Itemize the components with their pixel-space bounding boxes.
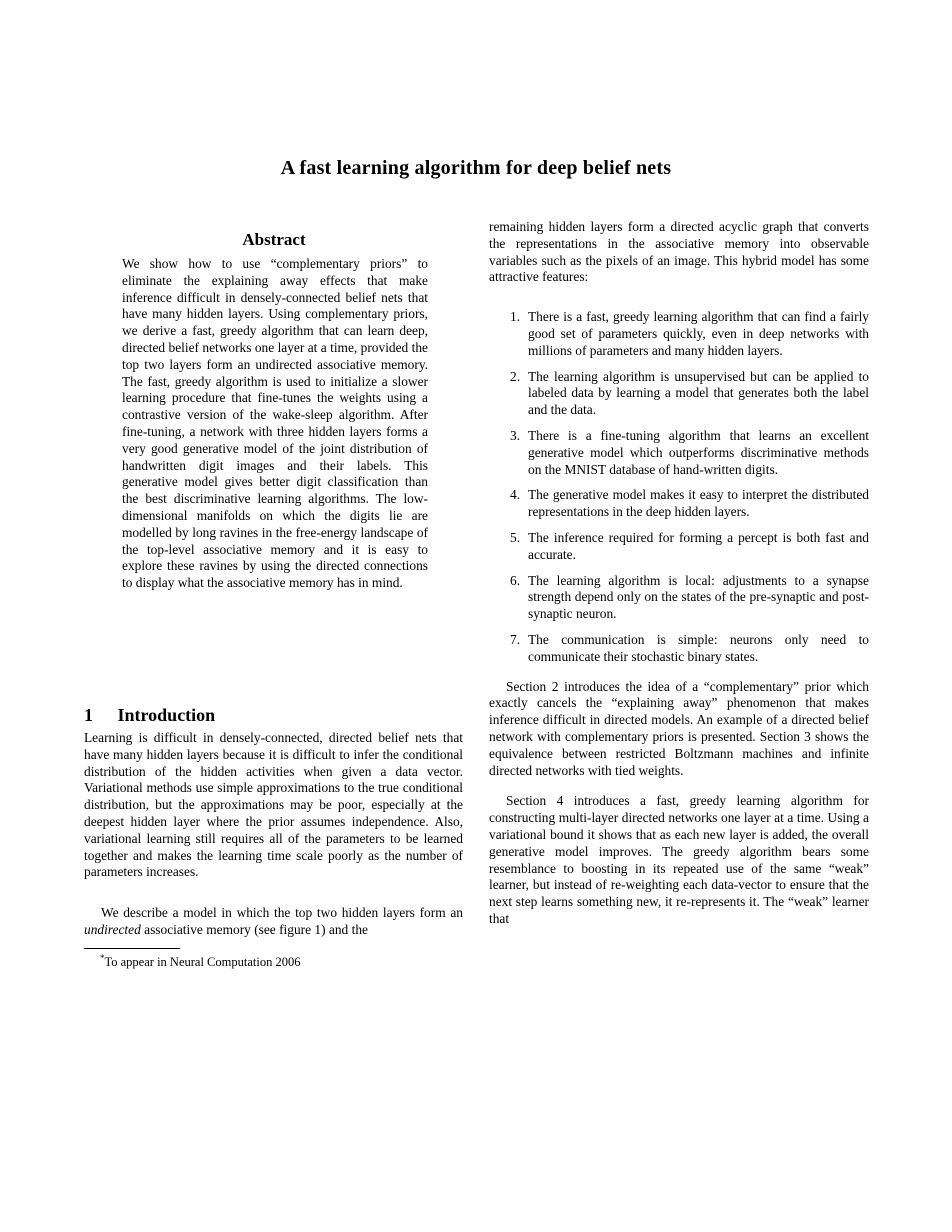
- list-item: [489, 428, 869, 478]
- intro-paragraph-2: [84, 905, 463, 939]
- footnote-marker: *: [100, 952, 105, 963]
- section2-paragraph: Section 2 introduces the idea of a “complementary” prior which exactly cancels the “explaining away” phenomenon that makes inference difficult in directed models. An example of a directed belief network with complementary priors is presented. Section 3 shows the equivalence between restricted Boltzmann machines and infinite directed networks with tied weights.: [489, 678, 869, 778]
- item-number: 3.: [510, 427, 521, 443]
- item-text: The learning algorithm is local: adjustments to a synapse strength depend only on the states of the pre-synaptic and post-synaptic neuron.: [528, 572, 869, 622]
- paper-title: A fast learning algorithm for deep belief nets: [280, 157, 672, 180]
- emphasis-undirected: undirected: [84, 921, 141, 937]
- intro-paragraph-2-post: associative memory (see figure 1) and the: [140, 921, 368, 937]
- intro-paragraph-1: Learning is difficult in densely-connected, directed belief nets that have many hidden layers because it is difficult to infer the conditional distribution of the hidden activities when given a data vector. Variational methods use simple approximations to the true conditional distribution, but the approximations may be poor, especially at the deepest hidden layer where the prior assumes independence. Also, variational learning still requires all of the parameters to be learned together and makes the learning time scale poorly as the number of parameters increases.: [84, 730, 463, 880]
- list-item: [489, 632, 869, 666]
- section-number: 1: [84, 704, 93, 725]
- item-text: The inference required for forming a percept is both fast and accurate.: [528, 529, 869, 562]
- item-text: The communication is simple: neurons only need to communicate their stochastic binary states.: [528, 631, 869, 664]
- footnote: [84, 948, 463, 970]
- right-column: [489, 219, 869, 928]
- item-number: 7.: [510, 631, 521, 647]
- item-number: 5.: [510, 529, 521, 545]
- footnote-rule: [84, 948, 180, 949]
- item-text: The generative model makes it easy to interpret the distributed representations in the deep hidden layers.: [528, 487, 869, 520]
- item-number: 6.: [510, 572, 521, 588]
- item-text: There is a fine-tuning algorithm that learns an excellent generative model which outperforms discriminative methods on the MNIST database of hand-written digits.: [528, 427, 869, 477]
- item-number: 4.: [510, 487, 521, 503]
- right-paragraph-1: remaining hidden layers form a directed acyclic graph that converts the representations in the associative memory into observable variables such as the pixels of an image. This hybrid model has some attractive features:: [489, 219, 869, 285]
- abstract-body: We show how to use “complementary priors” to eliminate the explaining away effects that make inference difficult in densely-connected belief nets that have many hidden layers. Using complementary priors, we derive a fast, greedy algorithm that can learn deep, directed belief networks one layer at a time, provided the top two layers form an undirected associative memory. The fast, greedy algorithm is used to initialize a slower learning procedure that fine-tunes the weights using a contrastive version of the wake-sleep algorithm. After fine-tuning, a network with three hidden layers forms a very good generative model of the joint distribution of handwritten digit images and their labels. This generative model gives better digit classification than the best discriminative learning algorithms. The low-dimensional manifolds on which the digits lie are modelled by long ravines in the free-energy landscape of the top-level associative memory and it is easy to explore these ravines by using the directed connections to display what the associative memory has in mind.: [122, 256, 428, 591]
- list-item: [489, 487, 869, 521]
- item-text: The learning algorithm is unsupervised but can be applied to labeled data by learning a model that generates both the label and the data.: [528, 368, 869, 418]
- item-text: There is a fast, greedy learning algorithm that can find a fairly good set of parameters quickly, even in deep networks with millions of parameters and many hidden layers.: [528, 309, 869, 358]
- list-item: [489, 369, 869, 419]
- section-title: Introduction: [117, 704, 216, 725]
- footnote-text: To appear in Neural Computation 2006: [104, 955, 301, 969]
- item-number: 1.: [510, 309, 521, 325]
- list-item: [489, 309, 869, 359]
- list-item: [489, 530, 869, 564]
- item-number: 2.: [510, 368, 521, 384]
- intro-paragraph-2-pre: We describe a model in which the top two hidden layers form an: [101, 905, 463, 920]
- abstract-heading: Abstract: [242, 230, 306, 250]
- footnote-line: [84, 952, 463, 970]
- section4-paragraph: Section 4 introduces a fast, greedy learning algorithm for constructing multi-layer directed networks one layer at a time. Using a variational bound it shows that as each new layer is added, the overall generative model improves. The greedy algorithm bears some resemblance to boosting in its repeated use of the same “weak” learner, but instead of re-weighting each data-vector to ensure that the next step learns something new, it re-represents it. The “weak” learner that: [489, 793, 869, 926]
- section-1-heading: [84, 705, 464, 726]
- list-item: [489, 573, 869, 623]
- feature-list: [489, 309, 869, 665]
